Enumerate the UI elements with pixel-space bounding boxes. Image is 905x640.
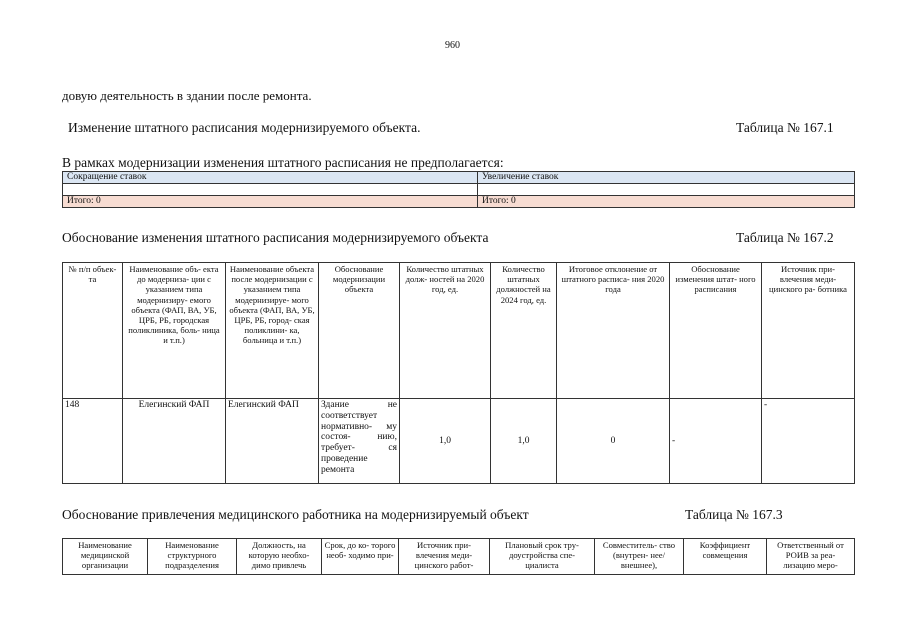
section2-table-number: Таблица № 167.2 <box>736 230 834 245</box>
section3-table-number: Таблица № 167.3 <box>685 507 783 522</box>
header-cell: Совместитель- ство (внутрен- нее/внешнее), <box>595 539 684 575</box>
table-row <box>63 399 855 484</box>
page-number: 960 <box>445 40 460 51</box>
reduction-total: Итого: 0 <box>63 196 478 208</box>
staffing-change-table <box>62 171 855 208</box>
header-cell: Количество штатных должностей на 2024 год, ед. <box>491 263 557 399</box>
reduction-header: Сокращение ставок <box>63 172 478 184</box>
section1-caption: Изменение штатного расписания модернизируемого объекта. <box>68 120 421 135</box>
header-cell: Наименование структурного подразделения <box>148 539 237 575</box>
increase-header: Увеличение ставок <box>478 172 855 184</box>
intro-line: довую деятельность в здании после ремонта. <box>62 88 312 103</box>
section2-caption: Обоснование изменения штатного расписания модернизируемого объекта <box>62 230 489 245</box>
row-number: 148 <box>63 399 123 484</box>
header-cell: Обоснование изменения штат- ного расписания <box>670 263 762 399</box>
header-cell: Обоснование модернизации объекта <box>319 263 400 399</box>
table-header-row <box>63 263 855 399</box>
header-cell: Срок, до ко- торого необ- ходимо при- <box>322 539 399 575</box>
header-cell: Наименование медицинской организации <box>63 539 148 575</box>
header-cell: Источник при- влечения меди- цинского ра- ботника <box>762 263 855 399</box>
change-justification: - <box>670 399 762 484</box>
header-cell: Наименование объекта после модернизации с указанием типа модернизируе- мого объекта (ФАП, ВА, УБ, ЦРБ, РБ, город- ская поликлини- ка, больница и т.п.) <box>226 263 319 399</box>
section1-note: В рамках модернизации изменения штатного расписания не предполагается: <box>62 155 504 170</box>
staffing-justification-table <box>62 262 855 484</box>
increase-total: Итого: 0 <box>478 196 855 208</box>
reduction-empty-cell <box>63 184 478 196</box>
header-cell: Должность, на которую необхо- димо привлечь <box>237 539 322 575</box>
header-cell: № п/п объек- та <box>63 263 123 399</box>
worker-attraction-table <box>62 538 855 575</box>
table-header-row <box>63 539 855 575</box>
object-after: Елегинский ФАП <box>226 399 319 484</box>
deviation-value: 0 <box>557 399 670 484</box>
increase-empty-cell <box>478 184 855 196</box>
section3-caption: Обоснование привлечения медицинского работника на модернизируемый объект <box>62 507 529 522</box>
header-cell: Источник при- влечения меди- цинского работ- <box>399 539 490 575</box>
positions-2020: 1,0 <box>400 399 491 484</box>
header-cell: Наименование объ- екта до модерниза- ции с указанием типа модернизиру- емого объекта (ФАП, ВА, УБ, ЦРБ, РБ, городская поликлиника, боль- ница и т.п.) <box>123 263 226 399</box>
header-cell: Плановый срок тру- доустройства спе- циалиста <box>490 539 595 575</box>
section1-table-number: Таблица № 167.1 <box>736 120 834 135</box>
modernization-reason: Здание не соответствует нормативно- му состоя- нию, требует- ся проведение ремонта <box>319 399 400 484</box>
positions-2024: 1,0 <box>491 399 557 484</box>
header-cell: Ответственный от РОИВ за реа- лизацию меро- <box>767 539 855 575</box>
worker-source: - <box>762 399 855 484</box>
header-cell: Количество штатных долж- ностей на 2020 год, ед. <box>400 263 491 399</box>
header-cell: Коэффициент совмещения <box>684 539 767 575</box>
object-before: Елегинский ФАП <box>123 399 226 484</box>
header-cell: Итоговое отклонение от штатного расписа- ния 2020 года <box>557 263 670 399</box>
